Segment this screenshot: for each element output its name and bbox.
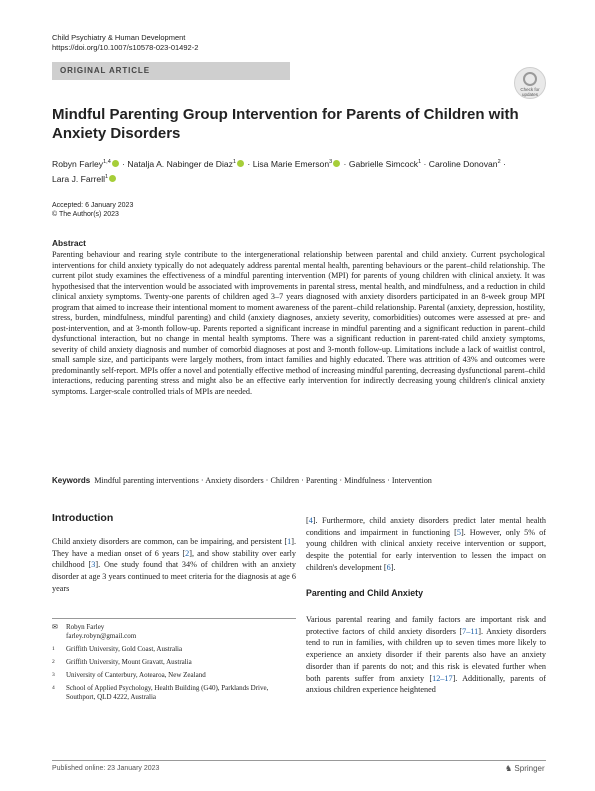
citation-link[interactable]: 2 — [185, 548, 190, 558]
author-list: Robyn Farley$^{1,4}$ · Natalja A. Nabinger de Diaz$^1$ · Lisa Marie Emerson$^3$ · Gabrielle Simcock$^1$ · Caroline Donovan$^2$ · Lara J. Farrell$^1$ — [52, 158, 506, 184]
citation-link[interactable]: 7–11 — [462, 626, 479, 636]
check-for-updates-label: Check for updates — [520, 87, 540, 97]
citation-link[interactable]: 1 — [287, 537, 292, 546]
publisher-logo: ♞ Springer — [505, 764, 545, 773]
author[interactable]: Robyn Farley$^{1,4}$ — [52, 159, 120, 169]
author[interactable]: Caroline Donovan$^2$ — [428, 158, 501, 169]
abstract-text: Parenting behaviour and rearing style contribute to the intergenerational relationship between parental and child anxiety. Current psychological interventions for child anxiety typically do not adequately address parental mental health, parenting behaviours or the parent–child relationship. The current pilot study examines the effectiveness of a mindful parenting intervention (MPI) for parents of young children with clinical anxiety. It was hypothesised that the intervention would be associated with improvements in parental stress, mental health, and mindfulness, and a reduction in child clinical anxiety symptoms. Twenty-one parents of children aged 3–7 years diagnosed with anxiety disorders participated in an 8-week group MPI program that aimed to increase their intentional moment to moment awareness of the parent–child relationship. Parental (anxiety, depression, hostility, stress, burden, mindfulness, mindful parenting) and child (anxiety diagnoses, anxiety severity, comorbidities) outcomes were assessed at pre- and post-intervention, and at 3-month follow-up. Parents reported a significant increase in mindful parenting and a significant reduction in parent–child dysfunctional interaction, but no change in mental health symptoms. There was a significant reduction in parent-rated child anxiety symptoms, severity of child anxiety diagnosis and number of comorbid diagnoses at post and 3-month follow-up. Limitations include a lack of waitlist control, small sample size, and participants were largely mothers, from intact families and highly educated. There was attrition of 43% and outcomes were predominantly self-report. MPIs offer a novel and potentially effective method of increasing mindful parenting, decreasing dysfunctional parent–child interactions, reducing parenting stress and might also be an effective early intervention for indirectly decreasing young children's clinical anxiety symptoms. Larger-scale controlled trials of MPIs are needed. — [52, 250, 545, 396]
footnote-divider — [52, 618, 296, 619]
doi-link[interactable]: https://doi.org/10.1007/s10578-023-01492-2 — [52, 43, 199, 52]
article-dates — [52, 201, 133, 219]
author[interactable]: Natalja A. Nabinger de Diaz$^1$ — [127, 159, 245, 169]
published-online: Published online: 23 January 2023 — [52, 765, 160, 772]
citation-link[interactable]: 3 — [91, 560, 96, 570]
section-heading-parenting-child-anxiety: Parenting and Child Anxiety — [306, 588, 423, 598]
citation-link[interactable]: 12–17 — [432, 673, 453, 683]
author[interactable]: Gabrielle Simcock$^1$ — [348, 158, 422, 169]
article-title: Mindful Parenting Group Intervention for Parents of Children with Anxiety Disorders — [52, 106, 519, 142]
affiliation: 2 Griffith University, Mount Gravatt, Australia — [52, 658, 192, 666]
orcid-icon[interactable] — [237, 160, 244, 167]
citation-link[interactable]: 6 — [386, 562, 391, 572]
keywords-label: Keywords — [52, 476, 91, 485]
affiliation: 3 University of Canterbury, Aotearoa, New Zealand — [52, 671, 206, 679]
article-type: ORIGINAL ARTICLE — [60, 66, 150, 75]
check-for-updates-badge[interactable] — [514, 67, 546, 99]
journal-header — [52, 33, 198, 53]
refresh-icon — [523, 72, 537, 86]
orcid-icon[interactable] — [109, 175, 116, 182]
abstract-heading: Abstract — [52, 238, 86, 248]
footer-divider — [52, 760, 546, 761]
springer-horse-icon: ♞ — [505, 764, 513, 773]
keywords-text: Mindful parenting interventions · Anxiety disorders · Children · Parenting · Mindfulness · Intervention — [94, 476, 432, 485]
accepted-date: Accepted: 6 January 2023 — [52, 202, 134, 209]
orcid-icon[interactable] — [112, 160, 119, 167]
journal-name: Child Psychiatry & Human Development — [52, 33, 186, 42]
affiliation: 4 School of Applied Psychology, Health Building (G40), Parklands Drive, Southport, QLD 4222, Australia — [52, 684, 269, 701]
email-link[interactable]: farley.robyn@gmail.com — [66, 632, 137, 640]
section-heading-introduction: Introduction — [52, 512, 114, 524]
author[interactable]: Lisa Marie Emerson$^3$ — [253, 159, 341, 169]
affiliation: 1 Griffith University, Gold Coast, Australia — [52, 645, 183, 653]
introduction-paragraph-continued: [4]. Furthermore, child anxiety disorders predict later mental health conditions and impairment in functioning [5]. However, only 5% of young children with clinical anxiety receive intervention or support, despite the potential for early intervention to lessen the impact on children's development [6]. — [306, 516, 546, 572]
citation-link[interactable]: 5 — [456, 527, 461, 537]
citation-link[interactable]: 4 — [308, 516, 313, 525]
envelope-icon: ✉ — [52, 623, 58, 631]
author-footnotes — [52, 623, 296, 706]
keywords — [52, 476, 545, 487]
introduction-paragraph: Child anxiety disorders are common, can be impairing, and persistent [1]. They have a median onset of 6 years [2], and show stability over early childhood [3]. One study found that 34% of children with an anxiety disorder at age 3 years continued to meet criteria for the diagnosis at age 6 years — [52, 537, 296, 593]
orcid-icon[interactable] — [333, 160, 340, 167]
parenting-paragraph: Various parental rearing and family factors are important risk and protective factors of child anxiety disorders [7–11]. Anxiety disorders tend to run in families, with children up to seven times more likely to experience an anxiety disorder if their parents also have an anxiety disorder than if parents do not; and this risk is elevated further when both parents suffer from anxiety [12–17]. Additionally, parents of anxious children experience heightened — [306, 615, 547, 695]
corresponding-author: ✉ Robyn Farley farley.robyn@gmail.com — [52, 623, 137, 640]
copyright: © The Author(s) 2023 — [52, 211, 119, 218]
author[interactable]: Lara J. Farrell$^1$ — [52, 174, 117, 184]
article-type-banner — [52, 62, 290, 80]
